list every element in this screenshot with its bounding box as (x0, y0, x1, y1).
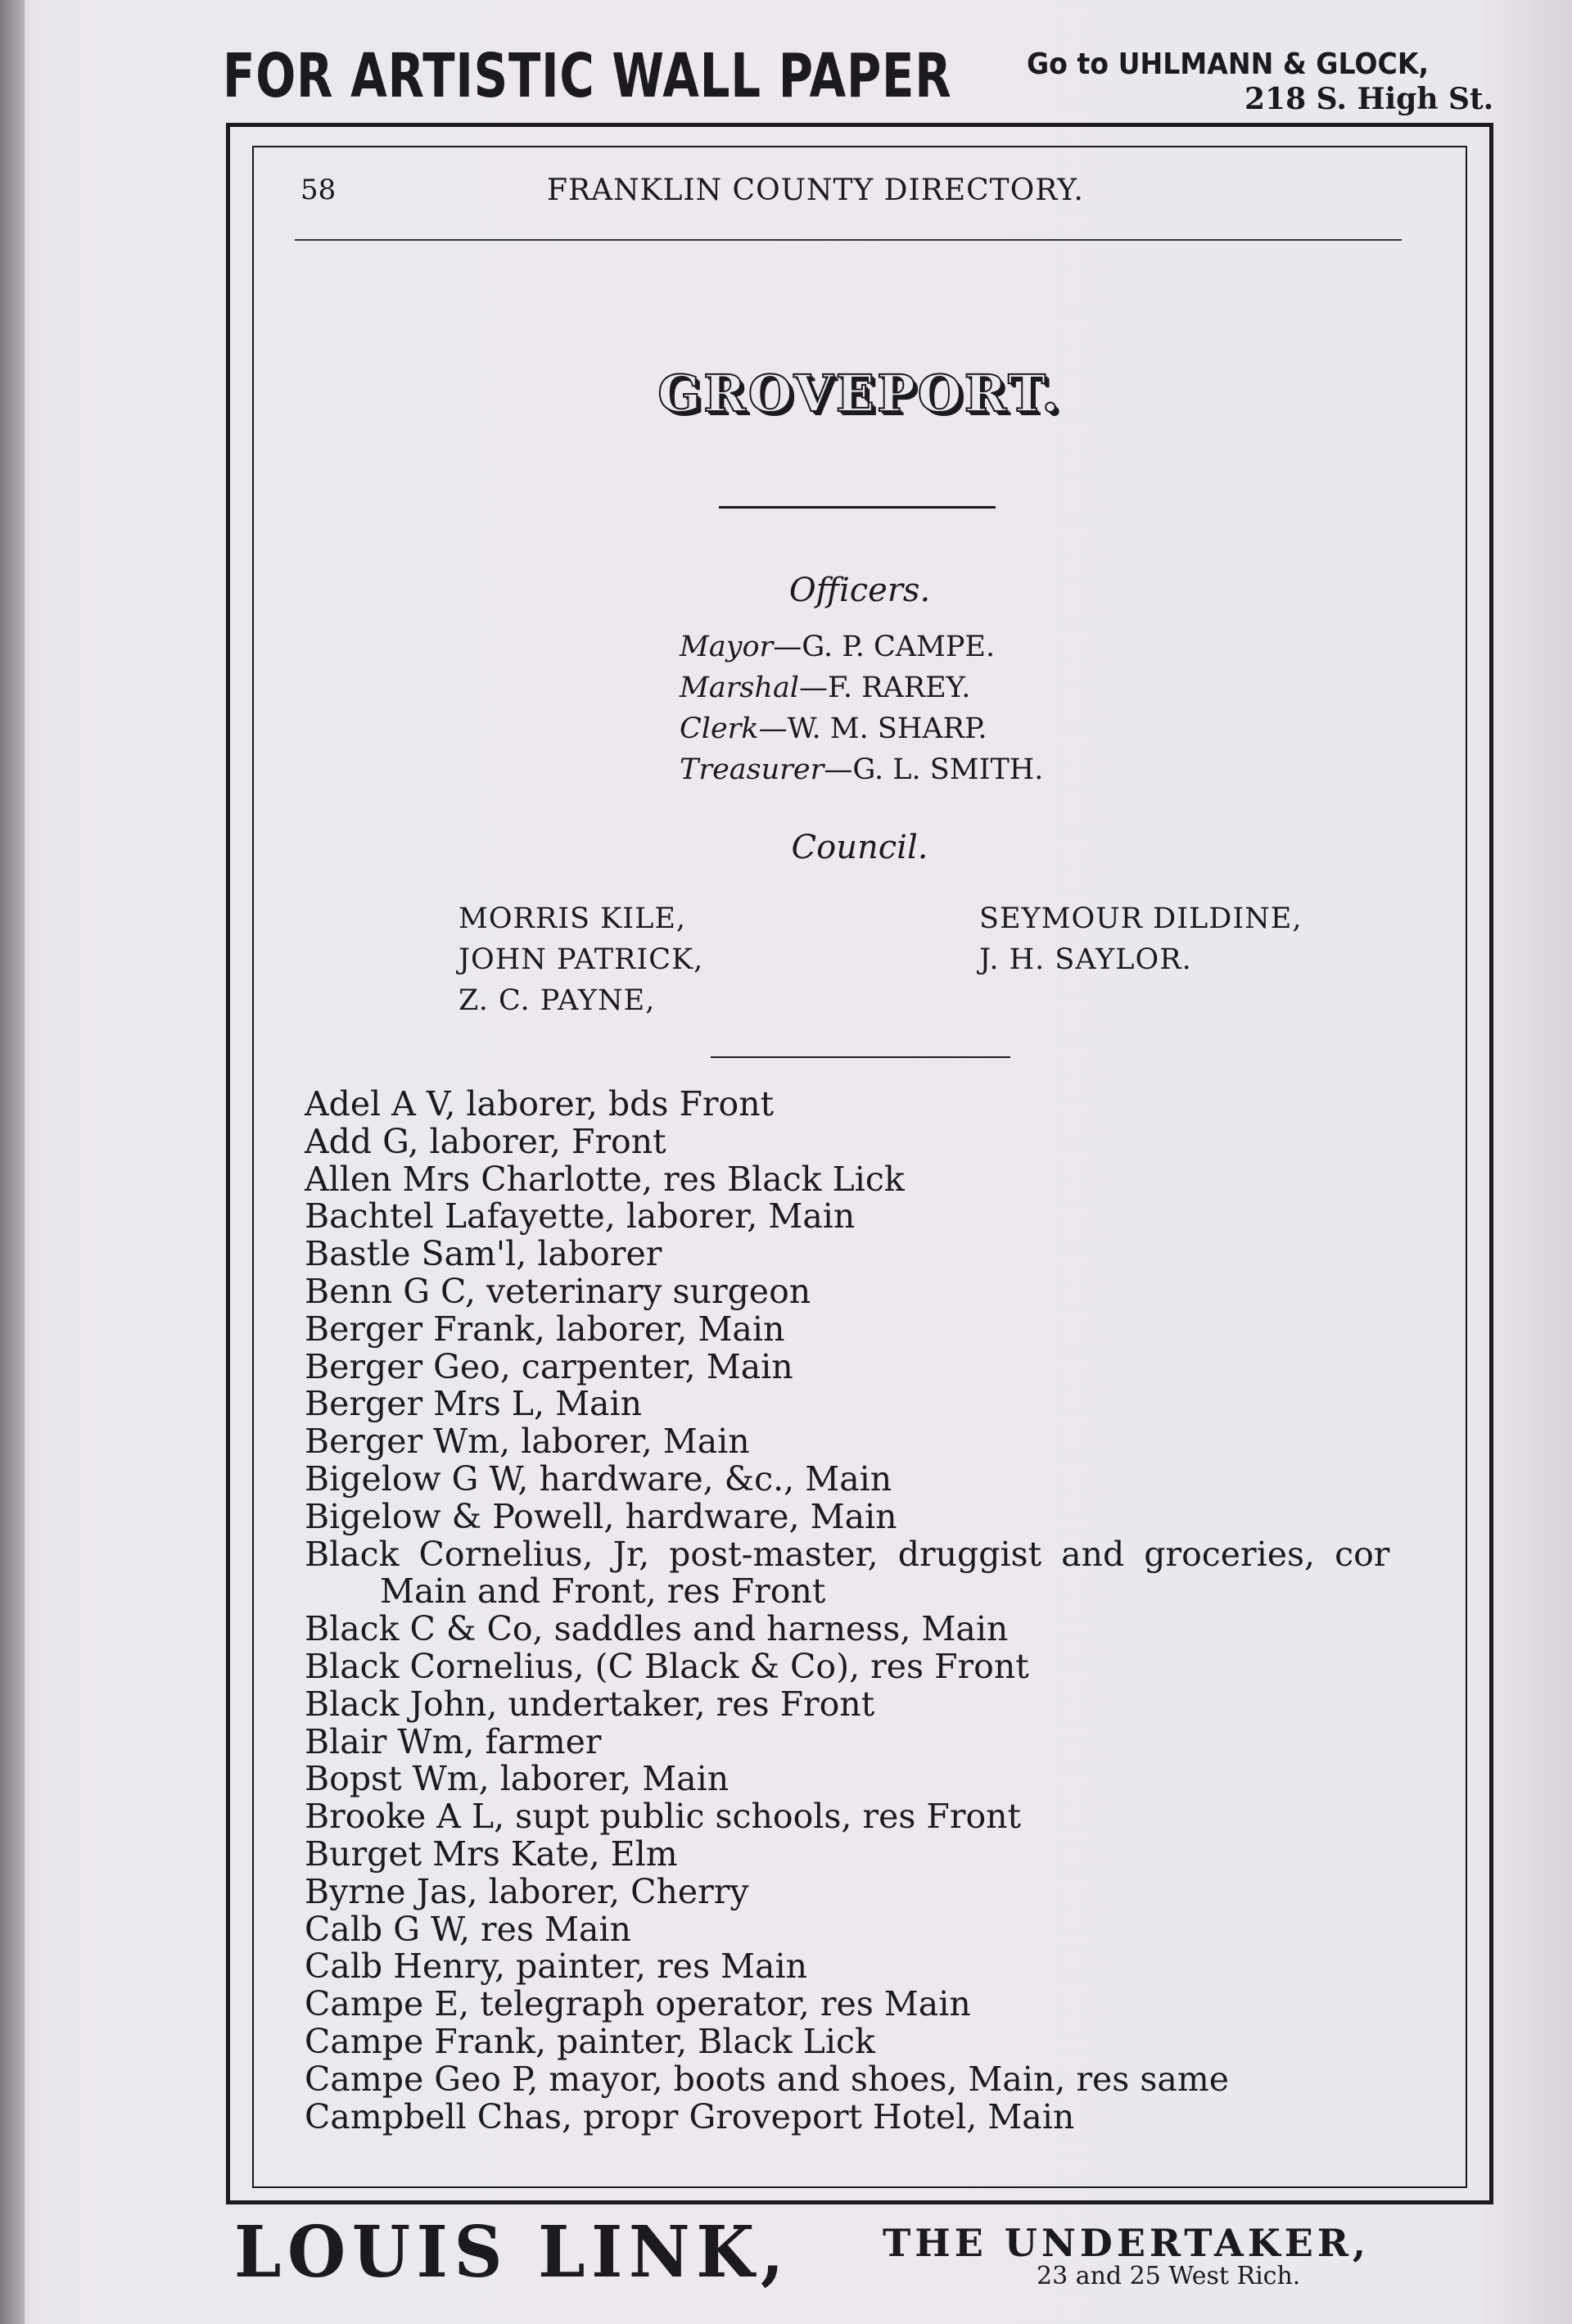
council-divider (711, 1056, 1010, 1058)
list-item: Berger Geo, carpenter, Main (305, 1346, 793, 1386)
list-item: Campbell Chas, propr Groveport Hotel, Main (305, 2096, 1075, 2136)
officer-name: G. P. CAMPE. (802, 631, 996, 663)
town-heading: GROVEPORT. (657, 364, 1062, 423)
running-header: FRANKLIN COUNTY DIRECTORY. (547, 174, 1084, 207)
directory-entries (305, 1086, 1418, 2136)
list-item-continuation: Main and Front, res Front (380, 1571, 826, 1612)
bottom-ad-headline: LOUIS LINK, (234, 2211, 790, 2294)
list-item: Bastle Sam'l, laborer (305, 1234, 662, 1274)
list-item: Add G, laborer, Front (305, 1121, 666, 1161)
officer-marshal: Marshal—F. RAREY. (680, 671, 971, 704)
list-item: Berger Mrs L, Main (305, 1384, 643, 1424)
officer-name: F. RAREY. (828, 671, 971, 704)
officer-role: Treasurer (680, 753, 824, 786)
list-item: Blair Wm, farmer (305, 1721, 602, 1761)
list-item: Berger Wm, laborer, Main (305, 1422, 750, 1462)
officer-treasurer: Treasurer—G. L. SMITH. (680, 753, 1044, 786)
list-item: Bopst Wm, laborer, Main (305, 1759, 730, 1799)
officer-role: Mayor (680, 631, 774, 663)
list-item: Brooke A L, supt public schools, res Front (305, 1797, 1022, 1837)
list-item: Bachtel Lafayette, laborer, Main (305, 1196, 856, 1237)
officer-name: G. L. SMITH. (852, 753, 1044, 786)
list-item: Black Cornelius, Jr, post-master, druggist and groceries, cor (305, 1534, 1390, 1574)
list-item: Bigelow G W, hardware, &c., Main (305, 1458, 892, 1499)
list-item: Black Cornelius, (C Black & Co), res Front (305, 1646, 1029, 1686)
list-item: Benn G C, veterinary surgeon (305, 1271, 811, 1311)
top-ad-line-2: 218 S. High St. (1244, 82, 1494, 116)
list-item: Calb G W, res Main (305, 1909, 631, 1949)
page-number: 58 (300, 174, 337, 206)
bottom-ad-line-2: 23 and 25 West Rich. (1037, 2262, 1301, 2290)
book-spine-shadow (0, 0, 25, 2324)
list-item: Adel A V, laborer, bds Front (305, 1084, 775, 1124)
list-item: Berger Frank, laborer, Main (305, 1309, 785, 1349)
list-item: Campe E, telegraph operator, res Main (305, 1984, 971, 2024)
list-item: Byrne Jas, laborer, Cherry (305, 1871, 749, 1911)
bottom-ad-line-1: THE UNDERTAKER, (883, 2221, 1370, 2265)
top-ad-headline: FOR ARTISTIC WALL PAPER (223, 41, 952, 111)
council-member: MORRIS KILE, (458, 902, 687, 935)
list-item: Black C & Co, saddles and harness, Main (305, 1609, 1009, 1649)
top-ad-line-1: Go to UHLMANN & GLOCK, (1027, 47, 1430, 81)
top-advertisement (223, 41, 1500, 115)
council-member: J. H. SAYLOR. (979, 943, 1192, 976)
header-divider (295, 239, 1402, 241)
officer-role: Clerk (680, 712, 759, 745)
council-member: JOHN PATRICK, (458, 943, 704, 976)
list-item: Campe Frank, painter, Black Lick (305, 2021, 875, 2061)
list-item: Campe Geo P, mayor, boots and shoes, Main, res same (305, 2059, 1230, 2099)
list-item: Allen Mrs Charlotte, res Black Lick (305, 1159, 905, 1199)
council-member: Z. C. PAYNE, (458, 984, 656, 1017)
list-item: Calb Henry, painter, res Main (305, 1946, 807, 1987)
officer-role: Marshal (680, 671, 799, 704)
list-item: Burget Mrs Kate, Elm (305, 1833, 678, 1874)
officers-heading: Officers. (788, 572, 931, 609)
officer-mayor: Mayor—G. P. CAMPE. (680, 631, 996, 663)
list-item: Bigelow & Powell, hardware, Main (305, 1496, 897, 1536)
council-member: SEYMOUR DILDINE, (979, 902, 1303, 935)
town-divider (719, 506, 996, 509)
officer-clerk: Clerk—W. M. SHARP. (680, 712, 987, 745)
officer-name: W. M. SHARP. (787, 712, 987, 745)
council-heading: Council. (791, 829, 928, 866)
list-item: Black John, undertaker, res Front (305, 1684, 875, 1724)
